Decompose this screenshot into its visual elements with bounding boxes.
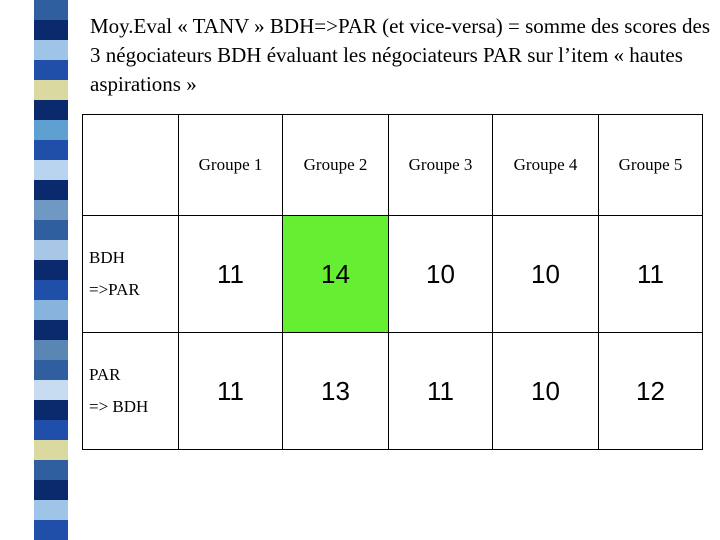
decorative-stripe [34,100,68,120]
row-label-line: => BDH [89,397,149,416]
decorative-stripe [34,160,68,180]
decorative-stripe [34,20,68,40]
row-label-line: PAR [89,365,121,384]
decorative-stripe [34,320,68,340]
decorative-stripe [34,0,68,20]
decorative-stripe [34,40,68,60]
score-cell: 11 [179,216,283,333]
table-row-par-to-bdh [83,333,703,450]
scores-table [82,114,703,450]
decorative-stripe [34,80,68,100]
decorative-stripe [34,380,68,400]
row-label-bdh-to-par [83,216,179,333]
decorative-stripe [34,520,68,540]
decorative-stripe [34,500,68,520]
decorative-stripe-bar [34,0,68,540]
score-cell: 11 [389,333,493,450]
decorative-stripe [34,180,68,200]
score-cell: 13 [283,333,389,450]
table-corner-cell [83,115,179,216]
table-header-row [83,115,703,216]
decorative-stripe [34,120,68,140]
score-cell: 11 [179,333,283,450]
score-cell-highlighted: 14 [283,216,389,333]
decorative-stripe [34,440,68,460]
score-cell: 12 [599,333,703,450]
score-cell: 11 [599,216,703,333]
decorative-stripe [34,480,68,500]
decorative-stripe [34,400,68,420]
column-header-groupe-3: Groupe 3 [389,115,493,216]
column-header-groupe-1: Groupe 1 [179,115,283,216]
decorative-stripe [34,280,68,300]
decorative-stripe [34,60,68,80]
decorative-stripe [34,140,68,160]
score-cell: 10 [493,216,599,333]
column-header-groupe-5: Groupe 5 [599,115,703,216]
decorative-stripe [34,420,68,440]
decorative-stripe [34,460,68,480]
decorative-stripe [34,260,68,280]
table-row-bdh-to-par [83,216,703,333]
decorative-stripe [34,220,68,240]
row-label-line: =>PAR [89,280,140,299]
decorative-stripe [34,360,68,380]
row-label-line: BDH [89,248,125,267]
decorative-stripe [34,340,68,360]
decorative-stripe [34,200,68,220]
column-header-groupe-2: Groupe 2 [283,115,389,216]
decorative-stripe [34,240,68,260]
score-cell: 10 [493,333,599,450]
row-label-par-to-bdh [83,333,179,450]
score-cell: 10 [389,216,493,333]
slide-title: Moy.Eval « TANV » BDH=>PAR (et vice-versa) = somme des scores des 3 négociateurs BDH évaluant les négociateurs PAR sur l’item « hautes aspirations » [90,14,711,96]
column-header-groupe-4: Groupe 4 [493,115,599,216]
decorative-stripe [34,300,68,320]
